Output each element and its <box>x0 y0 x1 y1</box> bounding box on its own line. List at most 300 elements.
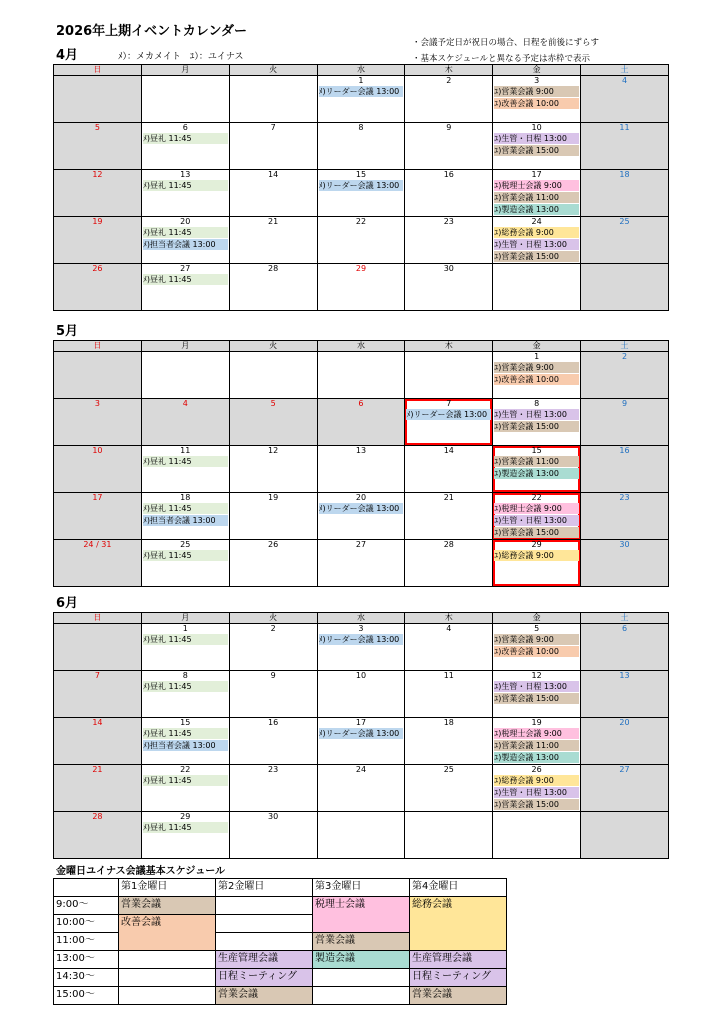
week-row <box>54 170 669 217</box>
schedule-time: 10:00～ <box>54 915 119 933</box>
day-cell[interactable] <box>229 76 317 123</box>
schedule-meeting: 総務会議 <box>410 897 507 951</box>
day-cell[interactable] <box>581 76 669 123</box>
day-cell[interactable] <box>229 170 317 217</box>
event-item[interactable]: ﾕ)税理士会議 9:00 <box>494 180 579 191</box>
day-number: 30 <box>619 540 630 549</box>
day-cell[interactable] <box>229 718 317 765</box>
day-cell[interactable] <box>405 170 493 217</box>
day-number: 24 <box>355 765 367 774</box>
day-cell[interactable] <box>405 446 493 493</box>
day-cell[interactable] <box>317 264 405 311</box>
event-item[interactable]: ﾕ)生管・日程 13:00 <box>494 133 579 144</box>
day-cell[interactable] <box>581 812 669 859</box>
day-cell[interactable] <box>229 399 317 446</box>
event-item[interactable]: ﾒ)昼礼 11:45 <box>143 456 228 467</box>
day-cell[interactable] <box>493 812 581 859</box>
day-cell[interactable] <box>317 352 405 399</box>
day-number: 24 / 31 <box>83 540 112 549</box>
weekday-header: 木 <box>405 613 493 624</box>
week-row <box>54 217 669 264</box>
event-item[interactable]: ﾕ)総務会議 9:00 <box>494 227 579 238</box>
week-row <box>54 671 669 718</box>
event-item[interactable]: ﾒ)リーダー会議 13:00 <box>319 728 404 739</box>
event-item[interactable]: ﾕ)改善会議 10:00 <box>494 98 579 109</box>
day-cell[interactable] <box>405 671 493 718</box>
day-number <box>581 264 668 274</box>
event-item[interactable]: ﾕ)総務会議 9:00 <box>494 775 579 786</box>
day-cell[interactable] <box>493 446 581 493</box>
day-number <box>405 812 492 822</box>
day-cell[interactable] <box>581 493 669 540</box>
day-cell[interactable] <box>141 624 229 671</box>
day-cell[interactable] <box>141 170 229 217</box>
day-cell[interactable] <box>493 718 581 765</box>
day-number: 8 <box>358 123 364 132</box>
day-cell[interactable] <box>54 399 142 446</box>
day-cell[interactable] <box>581 540 669 587</box>
event-item[interactable]: ﾒ)昼礼 11:45 <box>143 550 228 561</box>
day-number <box>54 76 141 86</box>
weekday-header: 木 <box>405 341 493 352</box>
event-item[interactable]: ﾕ)営業会議 9:00 <box>494 634 579 645</box>
day-number <box>493 264 580 274</box>
event-item[interactable]: ﾒ)昼礼 11:45 <box>143 274 228 285</box>
note-holiday-shift: ・会議予定日が祝日の場合、日程を前後にずらす <box>412 38 600 48</box>
event-item[interactable]: ﾕ)税理士会議 9:00 <box>494 728 579 739</box>
week-row <box>54 264 669 311</box>
day-cell[interactable] <box>405 352 493 399</box>
event-item[interactable]: ﾒ)昼礼 11:45 <box>143 180 228 191</box>
schedule-row <box>54 951 507 969</box>
day-number: 27 <box>619 765 630 774</box>
day-number: 7 <box>446 399 452 408</box>
weekday-header: 金 <box>493 341 581 352</box>
schedule-meeting: 生産管理会議 <box>216 951 313 969</box>
day-cell[interactable] <box>54 76 142 123</box>
day-number: 22 <box>180 765 191 774</box>
day-number: 28 <box>268 264 279 273</box>
day-number: 16 <box>443 170 454 179</box>
day-cell[interactable] <box>317 540 405 587</box>
schedule-time: 9:00～ <box>54 897 119 915</box>
day-cell[interactable] <box>493 123 581 170</box>
event-item[interactable]: ﾕ)生管・日程 13:00 <box>494 239 579 250</box>
event-item[interactable]: ﾕ)営業会議 15:00 <box>494 421 579 432</box>
day-number <box>318 352 405 362</box>
event-item[interactable]: ﾕ)生管・日程 13:00 <box>494 787 579 798</box>
schedule-row <box>54 897 507 915</box>
day-cell[interactable] <box>229 264 317 311</box>
event-item[interactable]: ﾒ)昼礼 11:45 <box>143 728 228 739</box>
day-number: 10 <box>92 446 103 455</box>
notes <box>412 35 599 67</box>
day-cell[interactable] <box>493 493 581 540</box>
day-number: 17 <box>355 718 367 727</box>
day-cell[interactable] <box>493 671 581 718</box>
day-number: 12 <box>92 170 103 179</box>
event-item[interactable]: ﾕ)改善会議 10:00 <box>494 646 579 657</box>
day-cell[interactable] <box>405 217 493 264</box>
event-item[interactable]: ﾒ)昼礼 11:45 <box>143 822 228 833</box>
event-item[interactable]: ﾒ)リーダー会議 13:00 <box>319 634 404 645</box>
day-cell[interactable] <box>141 718 229 765</box>
day-cell[interactable] <box>493 399 581 446</box>
schedule-table <box>53 878 507 1005</box>
event-item[interactable]: ﾒ)リーダー会議 13:00 <box>319 86 404 97</box>
event-item[interactable]: ﾕ)製造会議 13:00 <box>494 468 579 479</box>
page-title: 2026年上期イベントカレンダー <box>56 24 247 39</box>
week-row <box>54 540 669 587</box>
day-cell[interactable] <box>581 765 669 812</box>
day-cell[interactable] <box>229 352 317 399</box>
day-cell[interactable] <box>317 217 405 264</box>
schedule-meeting: 税理士会議 <box>313 897 410 933</box>
week-row <box>54 493 669 540</box>
weekday-header: 水 <box>317 65 405 76</box>
weekday-header: 日 <box>54 341 142 352</box>
day-cell[interactable] <box>141 264 229 311</box>
event-item[interactable]: ﾒ)担当者会議 13:00 <box>143 515 228 526</box>
schedule-meeting: 生産管理会議 <box>410 951 507 969</box>
day-number: 18 <box>619 170 630 179</box>
day-cell[interactable] <box>581 399 669 446</box>
day-cell[interactable] <box>405 493 493 540</box>
day-cell[interactable] <box>229 671 317 718</box>
event-item[interactable]: ﾒ)リーダー会議 13:00 <box>319 503 404 514</box>
day-cell[interactable] <box>229 123 317 170</box>
day-cell[interactable] <box>229 540 317 587</box>
day-number: 3 <box>94 399 100 408</box>
day-number: 12 <box>268 446 279 455</box>
day-number: 10 <box>531 123 542 132</box>
week-row <box>54 718 669 765</box>
schedule-meeting: 営業会議 <box>119 897 216 915</box>
day-number: 2 <box>446 76 452 85</box>
weekday-header: 日 <box>54 65 142 76</box>
weekday-header: 月 <box>141 341 229 352</box>
day-cell[interactable] <box>141 123 229 170</box>
event-item[interactable]: ﾕ)営業会議 15:00 <box>494 145 579 156</box>
weekday-header: 火 <box>229 341 317 352</box>
weekday-header: 月 <box>141 613 229 624</box>
month-label: 4月 <box>56 48 79 63</box>
day-cell[interactable] <box>493 170 581 217</box>
day-cell[interactable] <box>141 812 229 859</box>
schedule-header: 第3金曜日 <box>313 879 410 897</box>
event-item[interactable]: ﾕ)営業会議 15:00 <box>494 251 579 262</box>
day-number: 17 <box>531 170 542 179</box>
event-item[interactable]: ﾕ)営業会議 11:00 <box>494 740 579 751</box>
schedule-empty <box>119 987 216 1005</box>
day-cell[interactable] <box>54 170 142 217</box>
day-number: 21 <box>443 493 454 502</box>
week-row <box>54 446 669 493</box>
day-cell[interactable] <box>54 765 142 812</box>
day-number: 30 <box>443 264 454 273</box>
day-number: 28 <box>92 812 103 821</box>
day-cell[interactable] <box>317 76 405 123</box>
day-cell[interactable] <box>141 446 229 493</box>
schedule-empty <box>216 915 313 933</box>
legend: ﾒ）：メカメイト ﾕ）：ユイナス <box>118 52 244 62</box>
event-item[interactable]: ﾕ)営業会議 15:00 <box>494 693 579 704</box>
day-number: 5 <box>534 624 540 633</box>
schedule-empty <box>313 987 410 1005</box>
schedule-row <box>54 969 507 987</box>
day-number: 27 <box>180 264 191 273</box>
event-item[interactable]: ﾕ)生管・日程 13:00 <box>494 681 579 692</box>
schedule-empty <box>313 969 410 987</box>
day-cell[interactable] <box>141 352 229 399</box>
day-cell[interactable] <box>317 123 405 170</box>
day-number: 24 <box>531 217 542 226</box>
day-cell[interactable] <box>581 624 669 671</box>
day-cell[interactable] <box>405 540 493 587</box>
schedule-row <box>54 987 507 1005</box>
week-row <box>54 123 669 170</box>
day-number: 23 <box>619 493 630 502</box>
day-number: 9 <box>621 399 628 408</box>
event-item[interactable]: ﾕ)製造会議 13:00 <box>494 204 579 215</box>
day-number: 13 <box>355 446 367 455</box>
schedule-empty <box>216 897 313 915</box>
day-number <box>493 812 580 822</box>
event-item[interactable]: ﾕ)営業会議 15:00 <box>494 799 579 810</box>
schedule-meeting: 日程ミーティング <box>410 969 507 987</box>
day-cell[interactable] <box>54 352 142 399</box>
day-cell[interactable] <box>317 671 405 718</box>
day-number: 6 <box>621 624 628 633</box>
day-cell[interactable] <box>405 624 493 671</box>
day-cell[interactable] <box>54 718 142 765</box>
day-cell[interactable] <box>54 446 142 493</box>
day-number <box>54 624 141 634</box>
day-cell[interactable] <box>405 765 493 812</box>
day-cell[interactable] <box>229 812 317 859</box>
week-row <box>54 624 669 671</box>
day-number: 8 <box>182 671 188 680</box>
day-cell[interactable] <box>581 718 669 765</box>
event-item[interactable]: ﾒ)昼礼 11:45 <box>143 227 228 238</box>
day-cell[interactable] <box>493 264 581 311</box>
event-item[interactable]: ﾕ)税理士会議 9:00 <box>494 503 579 514</box>
weekday-header: 水 <box>317 613 405 624</box>
event-item[interactable]: ﾕ)生管・日程 13:00 <box>494 409 579 420</box>
day-number: 6 <box>182 123 188 132</box>
schedule-empty <box>119 969 216 987</box>
day-number: 4 <box>446 624 452 633</box>
event-item[interactable]: ﾕ)改善会議 10:00 <box>494 374 579 385</box>
day-cell[interactable] <box>54 493 142 540</box>
day-number <box>581 812 668 822</box>
day-cell[interactable] <box>141 399 229 446</box>
day-cell[interactable] <box>493 217 581 264</box>
day-cell[interactable] <box>317 765 405 812</box>
day-number: 16 <box>268 718 279 727</box>
day-cell[interactable] <box>493 624 581 671</box>
schedule-header <box>54 879 119 897</box>
day-number: 26 <box>92 264 103 273</box>
event-item[interactable]: ﾒ)昼礼 11:45 <box>143 133 228 144</box>
schedule-meeting: 日程ミーティング <box>216 969 313 987</box>
day-cell[interactable] <box>317 718 405 765</box>
day-cell[interactable] <box>54 671 142 718</box>
event-item[interactable]: ﾕ)営業会議 15:00 <box>494 527 579 538</box>
day-cell[interactable] <box>317 170 405 217</box>
day-cell[interactable] <box>141 540 229 587</box>
weekday-header: 木 <box>405 65 493 76</box>
schedule-meeting: 営業会議 <box>410 987 507 1005</box>
week-row <box>54 352 669 399</box>
schedule-header: 第4金曜日 <box>410 879 507 897</box>
event-item[interactable]: ﾕ)営業会議 9:00 <box>494 362 579 373</box>
day-cell[interactable] <box>229 446 317 493</box>
day-cell[interactable] <box>54 123 142 170</box>
weekday-header: 金 <box>493 65 581 76</box>
day-number: 28 <box>443 540 454 549</box>
day-number: 14 <box>443 446 454 455</box>
day-cell[interactable] <box>581 352 669 399</box>
day-number: 15 <box>355 170 367 179</box>
day-cell[interactable] <box>54 217 142 264</box>
day-cell[interactable] <box>141 671 229 718</box>
event-item[interactable]: ﾒ)リーダー会議 13:00 <box>406 409 491 420</box>
month-label: 5月 <box>56 324 79 339</box>
day-cell[interactable] <box>229 493 317 540</box>
day-cell[interactable] <box>54 540 142 587</box>
day-cell[interactable] <box>581 264 669 311</box>
event-item[interactable]: ﾕ)製造会議 13:00 <box>494 752 579 763</box>
day-cell[interactable] <box>229 765 317 812</box>
day-cell[interactable] <box>54 624 142 671</box>
day-number: 14 <box>92 718 103 727</box>
event-item[interactable]: ﾒ)昼礼 11:45 <box>143 634 228 645</box>
day-number: 15 <box>531 446 542 455</box>
event-item[interactable]: ﾒ)担当者会議 13:00 <box>143 740 228 751</box>
day-cell[interactable] <box>405 812 493 859</box>
day-number: 27 <box>355 540 367 549</box>
day-cell[interactable] <box>141 76 229 123</box>
day-number: 29 <box>531 540 542 549</box>
event-item[interactable]: ﾕ)営業会議 11:00 <box>494 192 579 203</box>
day-number: 23 <box>268 765 279 774</box>
day-cell[interactable] <box>317 399 405 446</box>
day-cell[interactable] <box>581 671 669 718</box>
event-item[interactable]: ﾒ)担当者会議 13:00 <box>143 239 228 250</box>
day-number: 1 <box>182 624 188 633</box>
day-number: 11 <box>180 446 191 455</box>
schedule-time: 13:00～ <box>54 951 119 969</box>
day-number: 23 <box>443 217 454 226</box>
day-number: 15 <box>180 718 191 727</box>
calendar-table <box>53 64 669 311</box>
day-number: 11 <box>619 123 630 132</box>
day-number: 13 <box>619 671 630 680</box>
day-number: 25 <box>619 217 630 226</box>
day-number: 16 <box>619 446 630 455</box>
schedule-header: 第1金曜日 <box>119 879 216 897</box>
event-item[interactable]: ﾕ)営業会議 9:00 <box>494 86 579 97</box>
day-number: 4 <box>182 399 188 408</box>
day-cell[interactable] <box>54 812 142 859</box>
day-number: 18 <box>180 493 191 502</box>
weekday-header: 金 <box>493 613 581 624</box>
event-item[interactable]: ﾒ)昼礼 11:45 <box>143 775 228 786</box>
day-cell[interactable] <box>405 264 493 311</box>
event-item[interactable]: ﾕ)総務会議 9:00 <box>494 550 579 561</box>
day-cell[interactable] <box>581 170 669 217</box>
day-number <box>230 352 317 362</box>
day-cell[interactable] <box>317 493 405 540</box>
weekday-header: 土 <box>581 613 669 624</box>
weekday-header: 火 <box>229 613 317 624</box>
day-cell[interactable] <box>405 76 493 123</box>
day-cell[interactable] <box>141 493 229 540</box>
event-item[interactable]: ﾕ)営業会議 11:00 <box>494 456 579 467</box>
day-cell[interactable] <box>493 76 581 123</box>
day-cell[interactable] <box>493 540 581 587</box>
event-item[interactable]: ﾒ)昼礼 11:45 <box>143 681 228 692</box>
day-number: 20 <box>619 718 630 727</box>
day-cell[interactable] <box>581 217 669 264</box>
day-cell[interactable] <box>405 718 493 765</box>
day-cell[interactable] <box>493 765 581 812</box>
day-cell[interactable] <box>229 217 317 264</box>
day-cell[interactable] <box>141 765 229 812</box>
day-number: 19 <box>531 718 542 727</box>
day-number: 29 <box>355 264 367 273</box>
day-number: 11 <box>443 671 454 680</box>
event-item[interactable]: ﾒ)リーダー会議 13:00 <box>319 180 404 191</box>
day-number: 22 <box>531 493 542 502</box>
day-cell[interactable] <box>581 446 669 493</box>
day-number: 14 <box>268 170 279 179</box>
day-number: 20 <box>355 493 367 502</box>
day-cell[interactable] <box>317 624 405 671</box>
day-number: 30 <box>268 812 279 821</box>
day-number: 2 <box>621 352 628 361</box>
day-number: 9 <box>270 671 276 680</box>
day-number: 19 <box>268 493 279 502</box>
schedule-title: 金曜日ユイナス会議基本スケジュール <box>56 866 225 877</box>
day-cell[interactable] <box>405 123 493 170</box>
day-cell[interactable] <box>405 399 493 446</box>
day-cell[interactable] <box>581 123 669 170</box>
event-item[interactable]: ﾒ)昼礼 11:45 <box>143 503 228 514</box>
day-number: 26 <box>268 540 279 549</box>
day-cell[interactable] <box>141 217 229 264</box>
day-number <box>318 812 405 822</box>
day-cell[interactable] <box>229 624 317 671</box>
day-number: 6 <box>358 399 364 408</box>
day-number: 5 <box>270 399 276 408</box>
day-cell[interactable] <box>317 812 405 859</box>
day-number: 21 <box>92 765 103 774</box>
day-number: 3 <box>358 624 364 633</box>
day-cell[interactable] <box>54 264 142 311</box>
day-cell[interactable] <box>317 446 405 493</box>
day-number: 19 <box>92 217 103 226</box>
day-cell[interactable] <box>493 352 581 399</box>
schedule-empty <box>119 951 216 969</box>
weekday-header: 土 <box>581 341 669 352</box>
day-number: 25 <box>180 540 191 549</box>
weekday-header: 水 <box>317 341 405 352</box>
calendar-table <box>53 612 669 859</box>
week-row <box>54 399 669 446</box>
event-item[interactable]: ﾕ)生管・日程 13:00 <box>494 515 579 526</box>
